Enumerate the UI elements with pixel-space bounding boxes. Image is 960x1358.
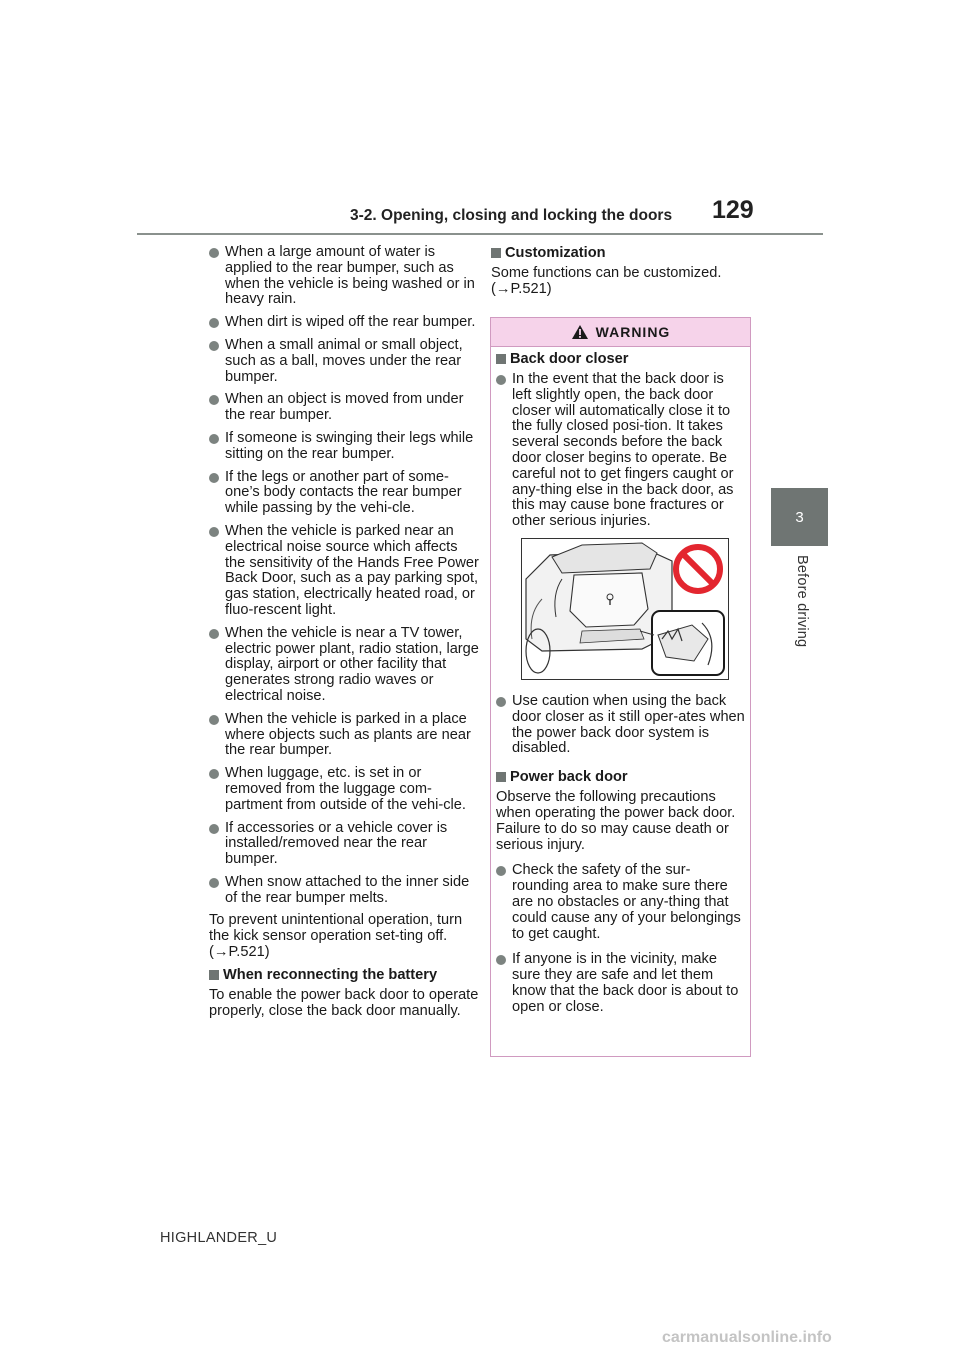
list-item: If accessories or a vehicle cover is installed/removed near the rear bumper. <box>209 821 479 868</box>
bullet-icon <box>496 955 506 965</box>
list-item: In the event that the back door is left slightly open, the back door closer will automatically close it to the fully closed posi-tion. It takes several seconds before the back door closer begins to operate. Be careful not to get fingers caught or any-thing else in the back door, as this may cause bone fractures or other serious injuries. <box>496 372 745 530</box>
header-rule <box>137 233 823 235</box>
list-item: Use caution when using the back door closer as it still oper-ates when the power back door system is disabled. <box>496 694 745 757</box>
chapter-side-label: Before driving <box>794 555 810 648</box>
list-item: If anyone is in the vicinity, make sure they are safe and let them know that the back door is about to open or close. <box>496 952 745 1015</box>
customization-heading: Customization <box>491 245 753 261</box>
list-item: When the vehicle is parked near an electrical noise source which affects the sensitivity of the Hands Free Power Back Door, such as a pay parking spot, gas station, electrically heated road, or fluo-rescent light. <box>209 524 479 619</box>
bullet-icon <box>209 629 219 639</box>
reconnect-heading: When reconnecting the battery <box>209 967 479 983</box>
list-item: Check the safety of the sur-rounding area to make sure there are no obstacles or any-thing that could cause any of your belongings to get caught. <box>496 863 745 942</box>
chapter-tab: 3 <box>771 488 828 546</box>
warning-box <box>490 317 751 1057</box>
list-item: When the vehicle is parked in a place where objects such as plants are near the rear bumper. <box>209 712 479 759</box>
power-back-door-heading: Power back door <box>496 769 745 785</box>
right-column <box>491 245 753 304</box>
bullet-icon <box>209 473 219 483</box>
list-item: If someone is swinging their legs while sitting on the rear bumper. <box>209 431 479 463</box>
footer-model-code: HIGHLANDER_U <box>160 1230 278 1246</box>
list-item: When the vehicle is near a TV tower, electric power plant, radio station, large display, airport or other facility that generates strong radio waves or electrical noise. <box>209 626 479 705</box>
prevent-operation-text: To prevent unintentional operation, turn the kick sensor operation set-ting off. (→P.521) <box>209 912 463 961</box>
bullet-icon <box>209 769 219 779</box>
reconnect-text: To enable the power back door to operate properly, close the back door manually. <box>209 986 479 1019</box>
customization-text: Some functions can be customized. (→P.521) <box>491 265 722 297</box>
section-square-icon <box>491 248 501 258</box>
list-item: If the legs or another part of some-one’s body contacts the rear bumper while passing by the vehi-cle. <box>209 470 479 517</box>
list-item: When a small animal or small object, such as a ball, moves under the rear bumper. <box>209 338 479 385</box>
bullet-icon <box>209 527 219 537</box>
bullet-icon <box>496 697 506 707</box>
list-item: When snow attached to the inner side of the rear bumper melts. <box>209 875 479 907</box>
bullet-icon <box>209 318 219 328</box>
bullet-icon <box>209 715 219 725</box>
bullet-icon <box>209 878 219 888</box>
left-column <box>209 245 479 1025</box>
bullet-icon <box>209 824 219 834</box>
list-item: When a large amount of water is applied to the rear bumper, such as when the vehicle is being washed or in heavy rain. <box>209 245 479 308</box>
page-number: 129 <box>712 196 754 224</box>
section-square-icon <box>209 970 219 980</box>
list-item: When dirt is wiped off the rear bumper. <box>209 315 479 331</box>
warning-header <box>491 318 750 347</box>
back-door-closer-heading: Back door closer <box>496 351 745 367</box>
watermark-text: carmanualsonline.info <box>662 1329 832 1346</box>
bullet-icon <box>496 866 506 876</box>
bullet-icon <box>209 248 219 258</box>
warning-title: WARNING <box>595 324 671 340</box>
back-door-warning-illustration <box>521 538 729 680</box>
bullet-icon <box>209 434 219 444</box>
list-item: When luggage, etc. is set in or removed from the luggage com-partment from outside of the vehi-cle. <box>209 766 479 813</box>
section-square-icon <box>496 772 506 782</box>
warning-triangle-icon <box>571 324 589 340</box>
section-square-icon <box>496 354 506 364</box>
power-back-door-text: Observe the following precautions when operating the power back door. Failure to do so may cause death or serious injury. <box>496 789 736 853</box>
bullet-icon <box>209 395 219 405</box>
car-rear-illustration-icon <box>522 539 728 679</box>
bullet-icon <box>209 341 219 351</box>
page-header-title: 3-2. Opening, closing and locking the doors <box>350 207 673 224</box>
list-item: When an object is moved from under the rear bumper. <box>209 392 479 424</box>
bullet-icon <box>496 375 506 385</box>
